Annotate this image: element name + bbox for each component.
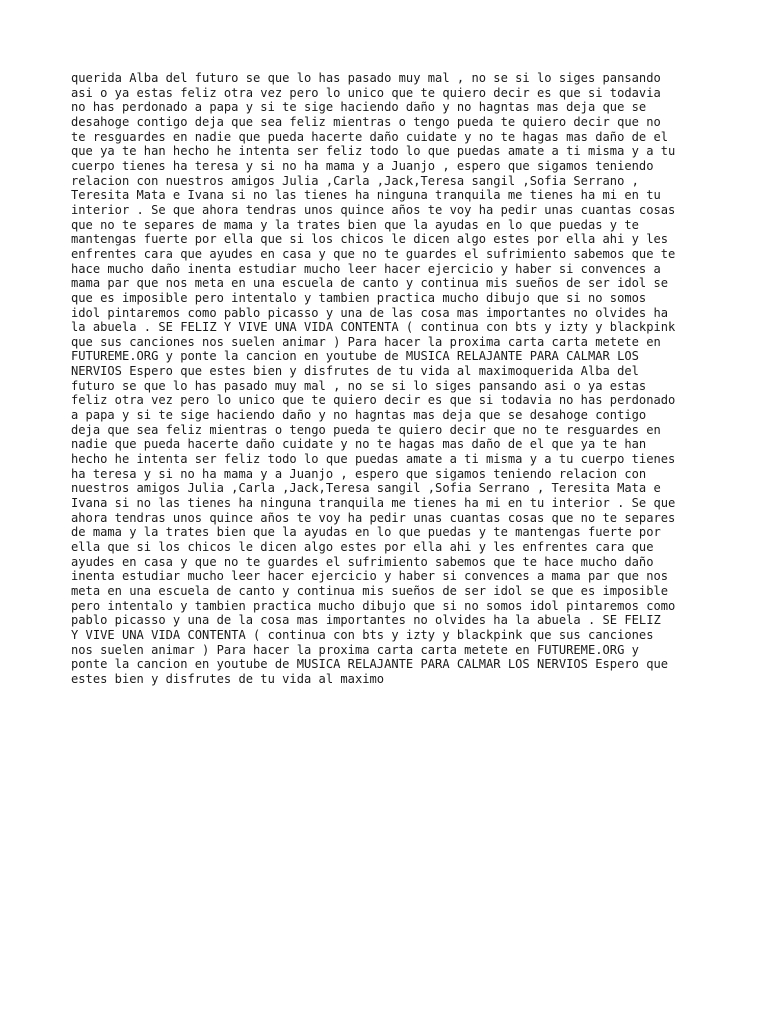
- letter-text-line: a papa y si te sige haciendo daño y no hagntas mas deja que se desahoge contigo: [71, 408, 647, 423]
- letter-text-line: no has perdonado a papa y si te sige haciendo daño y no hagntas mas deja que se: [71, 100, 647, 115]
- letter-text-line: mantengas fuerte por ella que si los chicos le dicen algo estes por ella ahi y les: [71, 232, 669, 247]
- letter-text-line: meta en una escuela de canto y continua mis sueños de ser idol se que es imposible: [71, 583, 669, 598]
- letter-text-line: Ivana si no las tienes ha ninguna tranquila me tienes ha mi en tu interior . Se que: [71, 496, 676, 511]
- letter-body-text: [71, 71, 701, 687]
- letter-text-line: ponte la cancion en youtube de MUSICA RELAJANTE PARA CALMAR LOS NERVIOS Espero que: [71, 657, 669, 672]
- letter-text-line: que es imposible pero intentalo y tambien practica mucho dibujo que si no somos: [71, 290, 647, 305]
- letter-text-line: estes bien y disfrutes de tu vida al maximo: [71, 671, 385, 686]
- letter-text-line: nos suelen animar ) Para hacer la proxima carta carta metete en FUTUREME.ORG y: [71, 642, 639, 657]
- letter-text-line: hecho he intenta ser feliz todo lo que puedas amate a ti misma y a tu cuerpo tienes: [71, 452, 676, 467]
- letter-text-line: futuro se que lo has pasado muy mal , no se si lo siges pansando asi o ya estas: [71, 378, 647, 393]
- letter-text-line: NERVIOS Espero que estes bien y disfrutes de tu vida al maximoquerida Alba del: [71, 364, 639, 379]
- letter-text-line: enfrentes cara que ayudes en casa y que no te guardes el sufrimiento sabemos que te: [71, 246, 676, 261]
- letter-text-line: la abuela . SE FELIZ Y VIVE UNA VIDA CONTENTA ( continua con bts y izty y blackpink: [71, 320, 676, 335]
- letter-text-line: que no te separes de mama y la trates bien que la ayudas en lo que puedas y te: [71, 217, 639, 232]
- letter-text-line: cuerpo tienes ha teresa y si no ha mama y a Juanjo , espero que sigamos teniendo: [71, 158, 654, 173]
- letter-text-line: idol pintaremos como pablo picasso y una de las cosa mas importantes no olvides ha: [71, 305, 669, 320]
- letter-text-line: querida Alba del futuro se que lo has pasado muy mal , no se si lo siges pansando: [71, 71, 661, 85]
- letter-text-line: pablo picasso y una de la cosa mas importantes no olvides ha la abuela . SE FELIZ: [71, 613, 661, 628]
- letter-text-line: ha teresa y si no ha mama y a Juanjo , espero que sigamos teniendo relacion con: [71, 466, 647, 481]
- letter-text-line: nuestros amigos Julia ,Carla ,Jack,Teresa sangil ,Sofia Serrano , Teresita Mata e: [71, 481, 661, 496]
- letter-text-line: Teresita Mata e Ivana si no las tienes ha ninguna tranquila me tienes ha mi en tu: [71, 188, 661, 203]
- letter-text-line: feliz otra vez pero lo unico que te quiero decir es que si todavia no has perdonado: [71, 393, 676, 408]
- letter-text-line: que ya te han hecho he intenta ser feliz todo lo que puedas amate a ti misma y a tu: [71, 144, 676, 159]
- letter-text-line: que sus canciones nos suelen animar ) Para hacer la proxima carta carta metete en: [71, 334, 661, 349]
- letter-text-line: hace mucho daño inenta estudiar mucho leer hacer ejercicio y haber si convences a: [71, 261, 661, 276]
- letter-text-line: interior . Se que ahora tendras unos quince años te voy ha pedir unas cuantas cosas: [71, 202, 676, 217]
- letter-text-line: deja que sea feliz mientras o tengo pueda te quiero decir que no te resguardes en: [71, 422, 661, 437]
- letter-text-line: asi o ya estas feliz otra vez pero lo unico que te quiero decir es que si todavia: [71, 85, 661, 100]
- letter-text-line: ahora tendras unos quince años te voy ha pedir unas cuantas cosas que no te separes: [71, 510, 676, 525]
- letter-text-line: relacion con nuestros amigos Julia ,Carla ,Jack,Teresa sangil ,Sofia Serrano ,: [71, 173, 639, 188]
- letter-text-line: inenta estudiar mucho leer hacer ejercicio y haber si convences a mama par que nos: [71, 569, 669, 584]
- letter-text-line: te resguardes en nadie que pueda hacerte daño cuidate y no te hagas mas daño de el: [71, 129, 669, 144]
- letter-text-line: ella que si los chicos le dicen algo estes por ella ahi y les enfrentes cara que: [71, 540, 654, 554]
- letter-text-line: pero intentalo y tambien practica mucho dibujo que si no somos idol pintaremos como: [71, 598, 676, 613]
- letter-text-line: Y VIVE UNA VIDA CONTENTA ( continua con bts y izty y blackpink que sus canciones: [71, 627, 654, 642]
- letter-text-line: de mama y la trates bien que la ayudas en lo que puedas y te mantengas fuerte por: [71, 525, 661, 540]
- letter-text-line: desahoge contigo deja que sea feliz mientras o tengo pueda te quiero decir que no: [71, 114, 661, 129]
- letter-text-line: ayudes en casa y que no te guardes el sufrimiento sabemos que te hace mucho daño: [71, 554, 654, 569]
- letter-text-line: mama par que nos meta en una escuela de canto y continua mis sueños de ser idol se: [71, 276, 669, 291]
- letter-text-line: nadie que pueda hacerte daño cuidate y no te hagas mas daño de el que ya te han: [71, 437, 647, 452]
- letter-text-line: FUTUREME.ORG y ponte la cancion en youtube de MUSICA RELAJANTE PARA CALMAR LOS: [71, 349, 639, 364]
